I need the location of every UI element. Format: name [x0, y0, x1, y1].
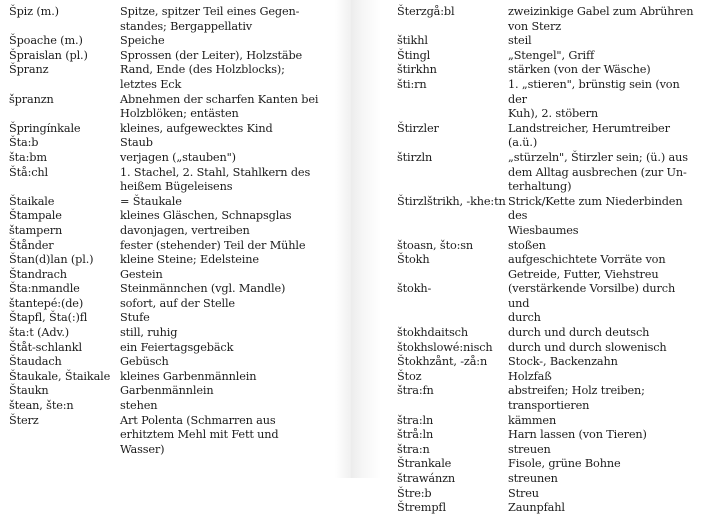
glossary-entry [9, 224, 344, 239]
entry-definition: durch und durch slowenisch [508, 340, 667, 354]
glossary-entry [9, 136, 344, 151]
glossary-entry [9, 355, 344, 370]
glossary-entry [397, 78, 697, 122]
entry-definition: stoßen [508, 238, 546, 252]
glossary-entry [9, 341, 344, 356]
entry-definition: Garbenmännlein [120, 384, 214, 398]
entry-definition: durch und durch deutsch [508, 326, 650, 340]
glossary-entry [9, 282, 344, 297]
entry-definition: streunen [508, 472, 558, 485]
left-page [0, 0, 351, 478]
glossary-entry [9, 93, 344, 122]
glossary-entry [397, 341, 697, 356]
entry-headword: Špranz [9, 63, 49, 77]
right-glossary-list [397, 5, 697, 516]
entry-definition: steil [508, 34, 532, 48]
entry-definition: kleines, aufgewecktes Kind [120, 121, 273, 135]
entry-headword: Štampale [9, 209, 62, 223]
glossary-entry [397, 151, 697, 195]
entry-headword: Špringínkale [9, 121, 81, 135]
entry-definition: Zaunpfahl [508, 501, 565, 515]
entry-headword: Štirzlštrikh, -khe:tn [397, 194, 506, 208]
entry-headword: štra:fn [397, 384, 434, 398]
entry-headword: Štrempfl [397, 501, 446, 515]
entry-headword: štrawánzn [397, 472, 456, 485]
entry-definition: = Štaukale [120, 194, 182, 208]
entry-definition: still, ruhig [120, 326, 178, 340]
entry-definition: aufgeschichtete Vorräte von Getreide, Futter, Viehstreu [508, 253, 666, 281]
entry-headword: Špraislan (pl.) [9, 48, 88, 62]
entry-headword: štokh- [397, 282, 432, 296]
glossary-entry [397, 487, 697, 502]
entry-definition: Speiche [120, 34, 165, 48]
entry-definition: stehen [120, 399, 158, 413]
entry-definition: ein Feiertagsgebäck [120, 340, 234, 354]
entry-headword: šta:t (Adv.) [9, 326, 70, 340]
entry-headword: Šterzgå:bl [397, 5, 455, 18]
glossary-entry [9, 63, 344, 92]
entry-headword: Štånder [9, 238, 54, 252]
entry-headword: šti:rn [397, 77, 427, 91]
glossary-entry [397, 122, 697, 151]
entry-definition: Staub [120, 136, 153, 150]
entry-headword: Špiz (m.) [9, 5, 59, 18]
entry-headword: Štandrach [9, 267, 67, 281]
entry-definition: fester (stehender) Teil der Mühle [120, 238, 306, 252]
glossary-entry [397, 326, 697, 341]
glossary-entry [397, 5, 697, 34]
entry-headword: štirzln [397, 150, 433, 164]
glossary-entry [9, 122, 344, 137]
glossary-entry [397, 457, 697, 472]
entry-definition: Rand, Ende (des Holzblocks); letztes Eck [120, 63, 285, 91]
glossary-entry [397, 501, 697, 516]
glossary-entry [9, 297, 344, 312]
entry-definition: Harn lassen (von Tieren) [508, 428, 647, 442]
entry-headword: štikhl [397, 34, 428, 48]
entry-headword: štampern [9, 223, 63, 237]
entry-definition: Sprossen (der Leiter), Holzstäbe [120, 48, 303, 62]
entry-definition: Steinmännchen (vgl. Mandle) [120, 282, 286, 296]
entry-headword: šta:bm [9, 150, 47, 164]
entry-headword: štoasn, što:sn [397, 238, 474, 252]
glossary-entry [397, 63, 697, 78]
entry-headword: Štrankale [397, 457, 452, 471]
entry-definition: 1. Stachel, 2. Stahl, Stahlkern des heißem Bügeleisens [120, 165, 311, 194]
entry-definition: 1. „stieren", brünstig sein (von der Kuh), 2. stöbern [508, 77, 680, 121]
glossary-entry [9, 151, 344, 166]
entry-headword: Štaikale [9, 194, 55, 208]
glossary-entry [397, 253, 697, 282]
right-page [351, 0, 702, 515]
glossary-entry [397, 428, 697, 443]
glossary-entry [9, 195, 344, 210]
entry-headword: štean, šte:n [9, 399, 74, 413]
entry-headword: štra:n [397, 442, 430, 456]
glossary-entry [397, 34, 697, 49]
entry-headword: Štokh [397, 253, 430, 267]
entry-headword: Štaukale, Štaikale [9, 369, 111, 383]
entry-definition: Gestein [120, 267, 163, 281]
entry-headword: Šterz [9, 413, 39, 427]
entry-headword: špranzn [9, 92, 54, 106]
entry-headword: štantepé:(de) [9, 296, 84, 310]
entry-headword: Štåt-schlankl [9, 340, 82, 354]
glossary-entry [9, 414, 344, 458]
entry-definition: kleine Steine; Edelsteine [120, 253, 259, 267]
entry-headword: Štaudach [9, 355, 62, 369]
entry-definition: stärken (von der Wäsche) [508, 63, 651, 77]
glossary-entry [9, 209, 344, 224]
entry-definition: „stürzeln", Štirzler sein; (ü.) aus dem Alltag ausbrechen (zur Un- terhaltung) [508, 150, 688, 194]
entry-headword: Štå:chl [9, 165, 48, 179]
glossary-entry [9, 384, 344, 399]
glossary-entry [9, 253, 344, 268]
entry-definition: kämmen [508, 413, 557, 427]
entry-definition: Streu [508, 486, 539, 500]
glossary-entry [397, 370, 697, 385]
entry-definition: „Stengel", Griff [508, 48, 595, 62]
glossary-entry [397, 239, 697, 254]
entry-headword: Šta:nmandle [9, 282, 80, 296]
entry-headword: Štaukn [9, 384, 49, 398]
glossary-entry [397, 282, 697, 326]
glossary-entry [9, 399, 344, 414]
entry-headword: štirkhn [397, 63, 437, 77]
entry-headword: Šta:b [9, 136, 39, 150]
glossary-entry [397, 414, 697, 429]
entry-definition: (verstärkende Vorsilbe) durch und durch [508, 282, 676, 325]
glossary-entry [9, 326, 344, 341]
glossary-entry [397, 195, 697, 239]
glossary-entry [9, 34, 344, 49]
glossary-entry [397, 49, 697, 64]
entry-headword: Štan(d)lan (pl.) [9, 253, 94, 267]
entry-definition: abstreifen; Holz treiben; transportieren [508, 384, 645, 413]
glossary-entry [9, 311, 344, 326]
glossary-entry [397, 355, 697, 370]
entry-definition: Stock-, Backenzahn [508, 355, 618, 369]
entry-definition: streuen [508, 442, 551, 456]
entry-definition: Landstreicher, Herumtreiber (a.ü.) [508, 121, 670, 150]
entry-definition: davonjagen, vertreiben [120, 223, 250, 237]
entry-definition: Holzfaß [508, 369, 552, 383]
entry-definition: kleines Gläschen, Schnapsglas [120, 209, 292, 223]
entry-headword: štokhdaitsch [397, 326, 468, 340]
glossary-entry [9, 166, 344, 195]
entry-definition: Art Polenta (Schmarren aus erhitztem Mehl mit Fett und Wasser) [120, 413, 279, 456]
glossary-entry [9, 49, 344, 64]
entry-headword: Štokhzånt, -zå:n [397, 355, 488, 369]
entry-headword: Štirzler [397, 121, 439, 135]
entry-headword: Štingl [397, 48, 431, 62]
entry-headword: štra:ln [397, 413, 434, 427]
glossary-entry [9, 5, 344, 34]
glossary-entry [9, 370, 344, 385]
entry-definition: kleines Garbenmännlein [120, 369, 257, 383]
entry-headword: Štoz [397, 369, 422, 383]
entry-definition: Spitze, spitzer Teil eines Gegen- standes; Bergappellativ [120, 5, 300, 33]
entry-headword: štrå:ln [397, 428, 434, 442]
glossary-entry [397, 443, 697, 458]
entry-definition: sofort, auf der Stelle [120, 296, 235, 310]
left-glossary-list [9, 5, 344, 457]
glossary-entry [9, 239, 344, 254]
entry-headword: Štre:b [397, 486, 432, 500]
entry-headword: štokhslowé:nisch [397, 340, 493, 354]
entry-definition: zweizinkige Gabel zum Abrühren von Sterz [508, 5, 694, 33]
entry-definition: Stufe [120, 311, 150, 325]
entry-headword: Štapfl, Šta(:)fl [9, 311, 88, 325]
entry-definition: Gebüsch [120, 355, 169, 369]
glossary-entry [9, 268, 344, 283]
glossary-entry [397, 384, 697, 413]
entry-definition: Fisole, grüne Bohne [508, 457, 621, 471]
glossary-entry [397, 472, 697, 487]
gutter-shadow [335, 0, 351, 478]
entry-definition: verjagen („stauben") [120, 150, 236, 164]
entry-definition: Abnehmen der scharfen Kanten bei Holzblöken; entästen [120, 92, 319, 121]
entry-definition: Strick/Kette zum Niederbinden des Wiesbaumes [508, 194, 683, 237]
entry-headword: Špoache (m.) [9, 34, 83, 48]
